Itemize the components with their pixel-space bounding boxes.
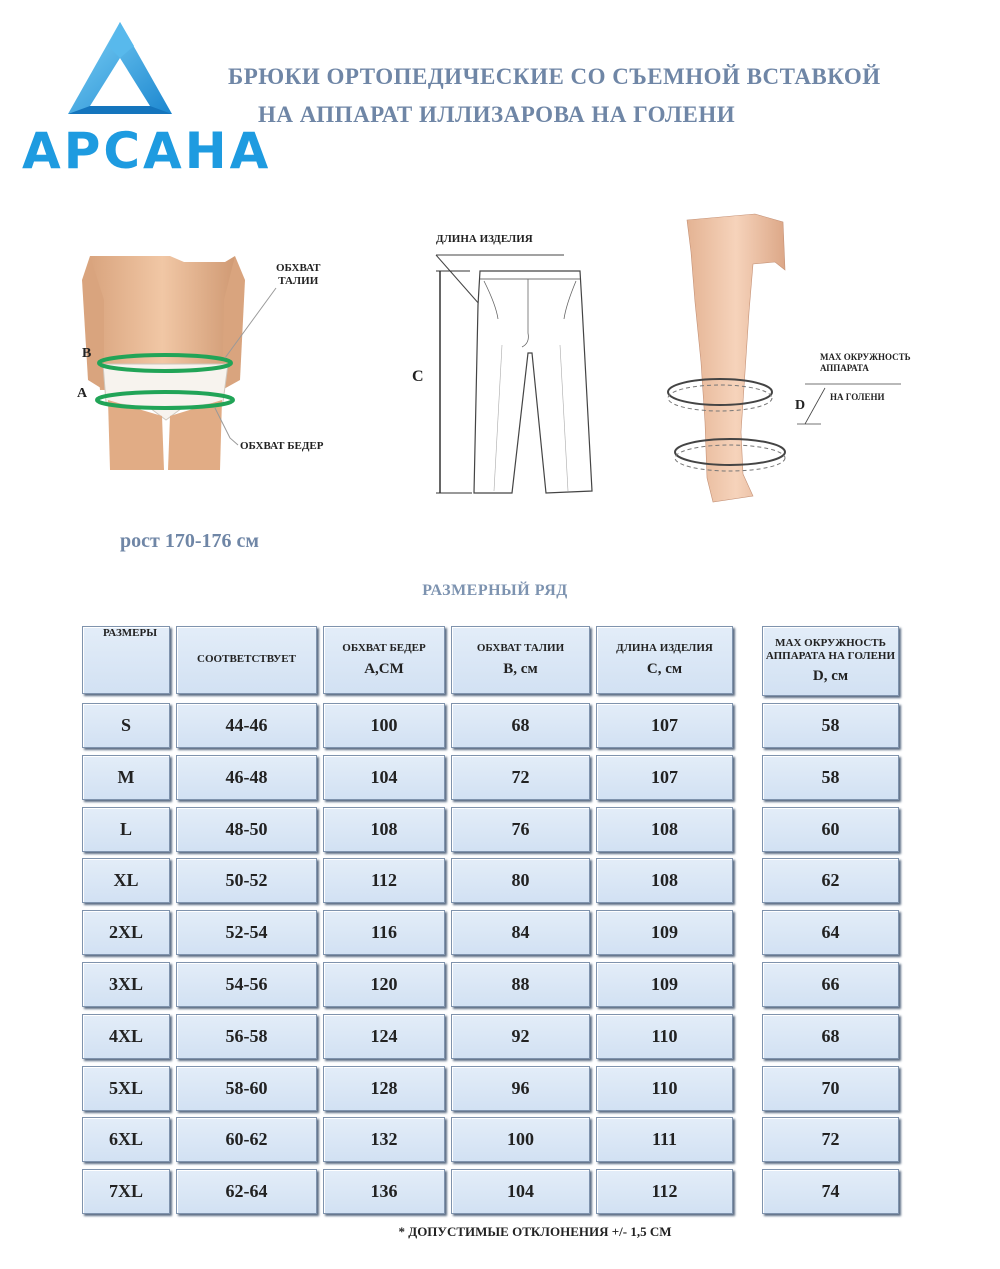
cell-hips: 116 xyxy=(323,910,445,955)
hips-label: ОБХВАТ БЕДЕР xyxy=(240,440,324,452)
header-length: ДЛИНА ИЗДЕЛИЯ С, см xyxy=(596,626,733,694)
cell-size: 3XL xyxy=(82,962,170,1007)
cell-size: XL xyxy=(82,858,170,903)
cell-hips: 124 xyxy=(323,1014,445,1059)
cell-size: 7XL xyxy=(82,1169,170,1214)
cell-length: 111 xyxy=(596,1117,733,1162)
cell-size: 2XL xyxy=(82,910,170,955)
cell-apparatus: 58 xyxy=(762,703,899,748)
header-waist: ОБХВАТ ТАЛИИ В, см xyxy=(451,626,590,694)
cell-waist: 88 xyxy=(451,962,590,1007)
cell-waist: 80 xyxy=(451,858,590,903)
cell-length: 107 xyxy=(596,703,733,748)
cell-hips: 136 xyxy=(323,1169,445,1214)
cell-waist: 96 xyxy=(451,1066,590,1111)
cell-size: 4XL xyxy=(82,1014,170,1059)
cell-waist: 72 xyxy=(451,755,590,800)
cell-size: L xyxy=(82,807,170,852)
cell-length: 110 xyxy=(596,1066,733,1111)
pants-diagram xyxy=(400,235,600,505)
cell-length: 107 xyxy=(596,755,733,800)
cell-waist: 92 xyxy=(451,1014,590,1059)
cell-waist: 76 xyxy=(451,807,590,852)
letter-c: C xyxy=(412,368,424,385)
cell-length: 108 xyxy=(596,858,733,903)
header-apparatus: MAX ОКРУЖНОСТЬ АППАРАТА НА ГОЛЕНИ D, см xyxy=(762,626,899,696)
cell-apparatus: 66 xyxy=(762,962,899,1007)
cell-corresponds: 48-50 xyxy=(176,807,317,852)
pants-length-label: ДЛИНА ИЗДЕЛИЯ xyxy=(436,233,533,245)
cell-hips: 120 xyxy=(323,962,445,1007)
cell-corresponds: 50-52 xyxy=(176,858,317,903)
cell-apparatus: 68 xyxy=(762,1014,899,1059)
cell-corresponds: 46-48 xyxy=(176,755,317,800)
cell-hips: 104 xyxy=(323,755,445,800)
cell-apparatus: 64 xyxy=(762,910,899,955)
cell-corresponds: 56-58 xyxy=(176,1014,317,1059)
cell-corresponds: 44-46 xyxy=(176,703,317,748)
cell-length: 108 xyxy=(596,807,733,852)
cell-apparatus: 70 xyxy=(762,1066,899,1111)
cell-apparatus: 72 xyxy=(762,1117,899,1162)
brand-name: АРСАНА xyxy=(22,122,272,180)
cell-corresponds: 60-62 xyxy=(176,1117,317,1162)
page-title-line-1: БРЮКИ ОРТОПЕДИЧЕСКИЕ СО СЪЕМНОЙ ВСТАВКОЙ xyxy=(228,64,881,89)
cell-size: 5XL xyxy=(82,1066,170,1111)
cell-corresponds: 54-56 xyxy=(176,962,317,1007)
waist-label: ОБХВАТ ТАЛИИ xyxy=(276,262,321,287)
cell-waist: 100 xyxy=(451,1117,590,1162)
cell-waist: 68 xyxy=(451,703,590,748)
cell-size: M xyxy=(82,755,170,800)
page-title-line-2: НА АППАРАТ ИЛЛИЗАРОВА НА ГОЛЕНИ xyxy=(258,102,736,127)
cell-apparatus: 58 xyxy=(762,755,899,800)
cell-length: 112 xyxy=(596,1169,733,1214)
cell-corresponds: 62-64 xyxy=(176,1169,317,1214)
cell-length: 109 xyxy=(596,962,733,1007)
cell-corresponds: 52-54 xyxy=(176,910,317,955)
cell-hips: 128 xyxy=(323,1066,445,1111)
cell-apparatus: 62 xyxy=(762,858,899,903)
cell-hips: 132 xyxy=(323,1117,445,1162)
cell-waist: 84 xyxy=(451,910,590,955)
letter-b: B xyxy=(82,346,92,361)
apparatus-label-top: MAX ОКРУЖНОСТЬ АППАРАТА xyxy=(820,352,911,373)
cell-size: 6XL xyxy=(82,1117,170,1162)
cell-apparatus: 60 xyxy=(762,807,899,852)
cell-corresponds: 58-60 xyxy=(176,1066,317,1111)
cell-hips: 100 xyxy=(323,703,445,748)
cell-waist: 104 xyxy=(451,1169,590,1214)
letter-d: D xyxy=(795,398,806,413)
tolerance-footnote: * ДОПУСТИМЫЕ ОТКЛОНЕНИЯ +/- 1,5 СМ xyxy=(398,1224,672,1239)
header-hips: ОБХВАТ БЕДЕР А,СМ xyxy=(323,626,445,694)
header-corresponds: СООТВЕТСТВУЕТ xyxy=(176,626,317,694)
size-chart-title: РАЗМЕРНЫЙ РЯД xyxy=(422,582,568,599)
apparatus-label-bottom: НА ГОЛЕНИ xyxy=(830,392,885,402)
letter-a: A xyxy=(77,386,88,401)
cell-size: S xyxy=(82,703,170,748)
cell-length: 110 xyxy=(596,1014,733,1059)
cell-hips: 112 xyxy=(323,858,445,903)
cell-apparatus: 74 xyxy=(762,1169,899,1214)
height-range: рост 170-176 см xyxy=(120,530,259,552)
cell-hips: 108 xyxy=(323,807,445,852)
cell-length: 109 xyxy=(596,910,733,955)
header-size: РАЗМЕРЫ xyxy=(82,626,170,694)
body-measurement-diagram xyxy=(70,240,370,480)
